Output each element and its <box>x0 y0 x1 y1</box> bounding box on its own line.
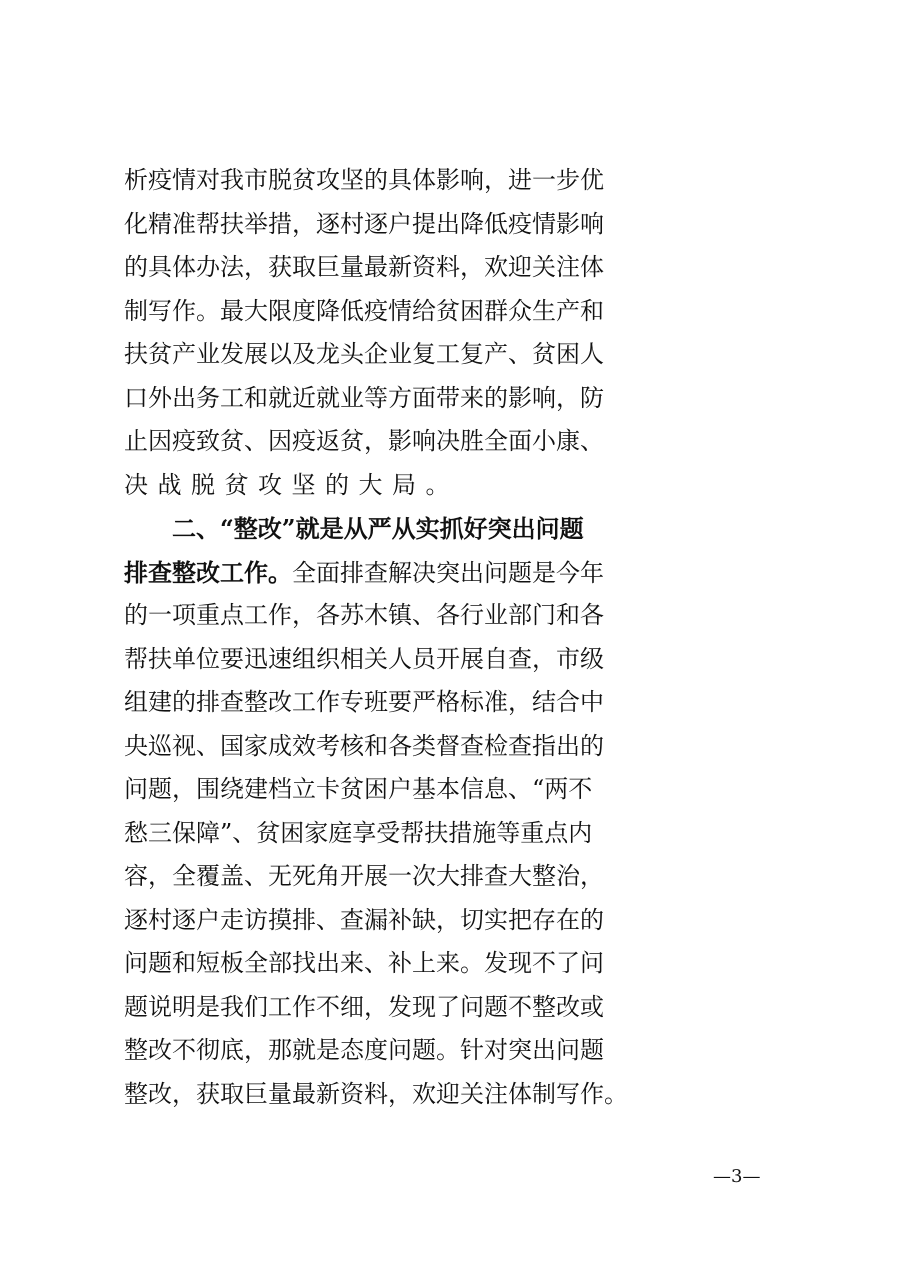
body-text <box>124 159 804 1116</box>
text-line: 容，全覆盖、无死角开展一次大排查大整治， <box>124 862 604 890</box>
text-line: 帮扶单位要迅速组织相关人员开展自查，市级 <box>124 644 604 673</box>
text-line: 组建的排查整改工作专班要严格标准，结合中 <box>124 688 604 716</box>
text-line: 析疫情对我市脱贫攻坚的具体影响，进一步优 <box>124 166 604 194</box>
paragraph-start: 全面排查解决突出问题是今年 <box>292 558 604 587</box>
section-heading-tail: 排查整改工作。 <box>124 557 292 587</box>
text-line: 的具体办法，获取巨量最新资料，欢迎关注体 <box>124 253 604 281</box>
text-line: 决战脱贫攻坚的大局。 <box>124 470 459 499</box>
section-heading-line <box>124 551 804 595</box>
text-line: 整改，获取巨量最新资料，欢迎关注体制写作。 <box>124 1079 628 1108</box>
text-line: 央巡视、国家成效考核和各类督查检查指出的 <box>124 731 604 760</box>
text-line: 愁三保障”、贫困家庭享受帮扶措施等重点内 <box>124 818 593 847</box>
text-line: 化精准帮扶举措，逐村逐户提出降低疫情影响 <box>124 209 604 238</box>
text-line: 整改不彻底，那就是态度问题。针对突出问题 <box>124 1036 604 1064</box>
text-line: 止因疫致贫、因疫返贫，影响决胜全面小康、 <box>124 427 604 455</box>
text-line: 问题，围绕建档立卡贫困户基本信息、“两不 <box>124 775 593 803</box>
text-line: 问题和短板全部找出来、补上来。发现不了问 <box>124 949 604 977</box>
text-line: 题说明是我们工作不细，发现了问题不整改或 <box>124 992 604 1021</box>
text-line: 制写作。最大限度降低疫情给贫困群众生产和 <box>124 296 604 325</box>
text-line: 扶贫产业发展以及龙头企业复工复产、贫困人 <box>124 340 604 368</box>
text-line: 的一项重点工作，各苏木镇、各行业部门和各 <box>124 601 604 629</box>
page-number: —3— <box>713 1166 761 1187</box>
text-line: 逐村逐户走访摸排、查漏补缺，切实把存在的 <box>124 905 604 934</box>
text-line: 口外出务工和就近就业等方面带来的影响，防 <box>124 383 604 412</box>
section-heading-line: 二、“整改”就是从严从实抓好突出问题 <box>124 514 584 543</box>
